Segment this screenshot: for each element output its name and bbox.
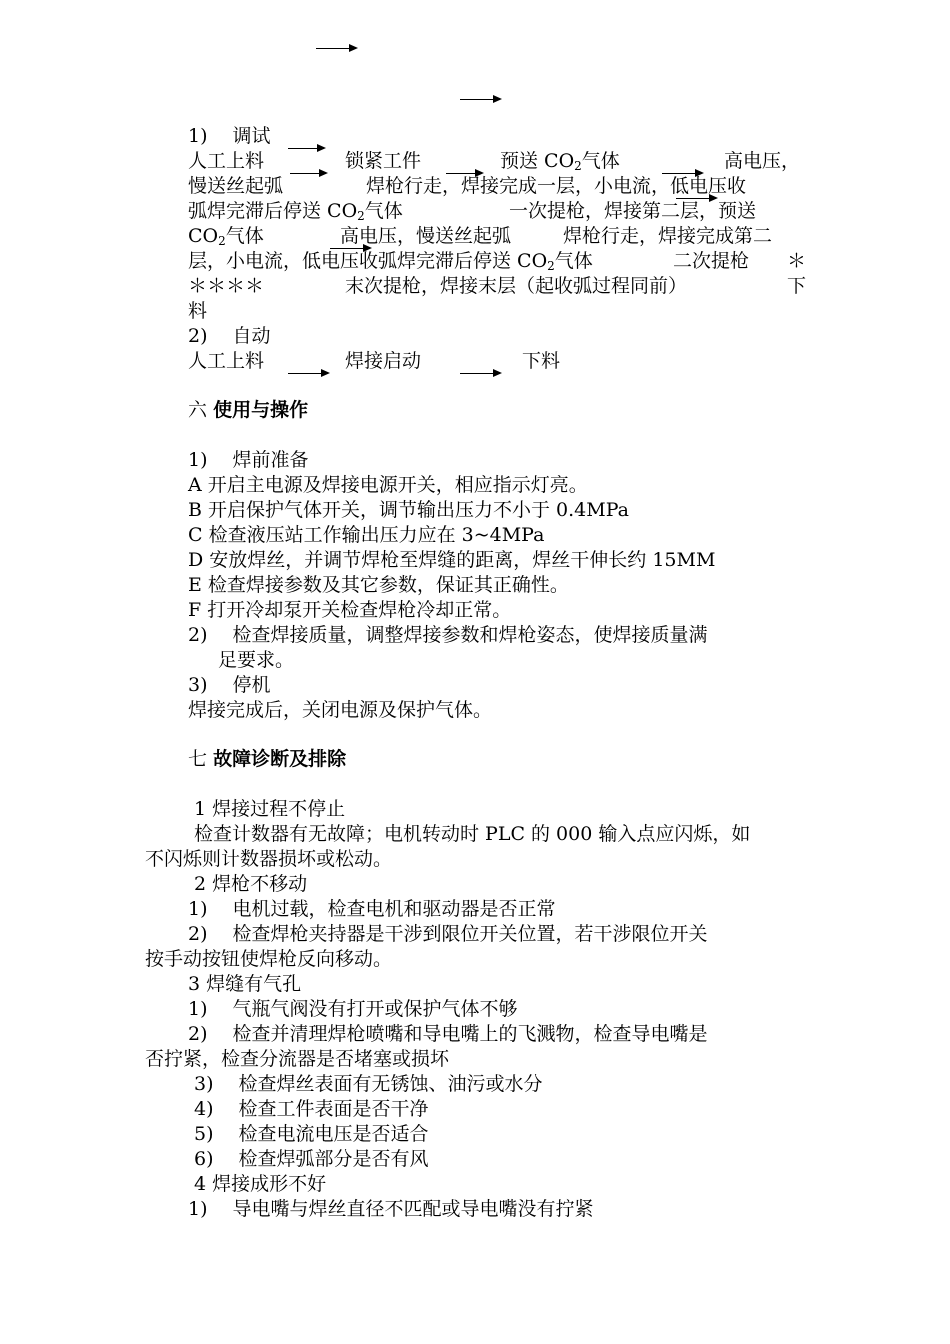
section-heading: 六 使用与操作: [188, 399, 309, 421]
debug-step: 人工上料: [188, 150, 265, 172]
fault-item: 否拧紧，检查分流器是否堵塞或损坏: [145, 1048, 450, 1070]
fault-item: 1) 气瓶气阀没有打开或保护气体不够: [188, 998, 518, 1020]
flow-arrow-icon: [460, 99, 500, 100]
debug-step: 弧焊完滞后停送 $CO_2$气体: [188, 200, 403, 223]
flow-arrow-icon: [460, 373, 500, 374]
auto-title: 2) 自动: [188, 325, 271, 347]
prep-item: D 安放焊丝，并调节焊枪至焊缝的距离，焊丝干伸长约 15MM: [188, 549, 716, 571]
prep-item: F 打开冷却泵开关检查焊枪冷却正常。: [188, 599, 512, 621]
debug-step: 焊枪行走，焊接完成一层，小电流，低电压收: [366, 175, 747, 197]
debug-step: 一次提枪，焊接第二层，预送: [509, 200, 757, 222]
check-item: 2) 检查焊接质量，调整焊接参数和焊枪姿态，使焊接质量满: [188, 624, 708, 646]
section-heading: 七 故障诊断及排除: [188, 748, 347, 770]
prep-item: B 开启保护气体开关，调节输出压力不小于 0.4MPa: [188, 499, 629, 521]
debug-title: 1) 调试: [188, 125, 271, 147]
fault-item: 4) 检查工件表面是否干净: [194, 1098, 429, 1120]
fault-title: 3 焊缝有气孔: [188, 973, 302, 995]
stop-text: 焊接完成后，关闭电源及保护气体。: [188, 699, 493, 721]
stop-title: 3) 停机: [188, 674, 271, 696]
check-item: 足要求。: [218, 649, 295, 671]
fault-item: 6) 检查焊弧部分是否有风: [194, 1148, 429, 1170]
fault-item: 5) 检查电流电压是否适合: [194, 1123, 429, 1145]
prep-item: A 开启主电源及焊接电源开关，相应指示灯亮。: [188, 474, 588, 496]
fault-item: 2) 检查焊枪夹持器是干涉到限位开关位置，若干涉限位开关: [188, 923, 708, 945]
fault-title: 2 焊枪不移动: [194, 873, 308, 895]
debug-step: 末次提枪，焊接末层（起收弧过程同前）: [345, 275, 688, 297]
debug-step: 层，小电流，低电压收弧焊完滞后停送 $CO_2$气体: [188, 250, 593, 273]
prep-item: C 检查液压站工作输出压力应在 3~4MPa: [188, 524, 545, 546]
debug-step: 下: [787, 275, 807, 297]
fault-text: 不闪烁则计数器损坏或松动。: [145, 848, 393, 870]
flow-arrow-icon: [288, 373, 328, 374]
prep-item: E 检查焊接参数及其它参数，保证其正确性。: [188, 574, 569, 596]
fault-item: 1) 电机过载，检查电机和驱动器是否正常: [188, 898, 556, 920]
fault-item: 按手动按钮使焊枪反向移动。: [145, 948, 393, 970]
debug-step: 慢送丝起弧: [188, 175, 284, 197]
debug-step: ＊: [787, 250, 807, 272]
fault-item: 3) 检查焊丝表面有无锈蚀、油污或水分: [194, 1073, 543, 1095]
debug-step: 高电压，慢送丝起弧: [340, 225, 512, 247]
auto-step: 人工上料: [188, 350, 265, 372]
debug-step: ＊＊＊＊: [188, 275, 265, 297]
debug-step: 料: [188, 300, 208, 322]
prep-title: 1) 焊前准备: [188, 449, 309, 471]
fault-text: 检查计数器有无故障；电机转动时 PLC 的 000 输入点应闪烁，如: [194, 823, 751, 845]
debug-step: 锁紧工件: [345, 150, 422, 172]
flow-arrow-icon: [290, 173, 326, 174]
debug-step: $CO_2$气体: [188, 225, 264, 248]
flow-arrow-icon: [288, 148, 324, 149]
fault-item: 2) 检查并清理焊枪喷嘴和导电嘴上的飞溅物，检查导电嘴是: [188, 1023, 708, 1045]
auto-step: 焊接启动: [345, 350, 422, 372]
fault-title: 1 焊接过程不停止: [194, 798, 346, 820]
flow-arrow-icon: [316, 48, 356, 49]
auto-step: 下料: [522, 350, 561, 372]
fault-item: 1) 导电嘴与焊丝直径不匹配或导电嘴没有拧紧: [188, 1198, 594, 1220]
debug-step: 二次提枪: [673, 250, 750, 272]
debug-step: 预送 $CO_2$气体: [500, 150, 620, 173]
fault-title: 4 焊接成形不好: [194, 1173, 327, 1195]
debug-step: 高电压，: [724, 150, 801, 172]
debug-step: 焊枪行走，焊接完成第二: [563, 225, 773, 247]
